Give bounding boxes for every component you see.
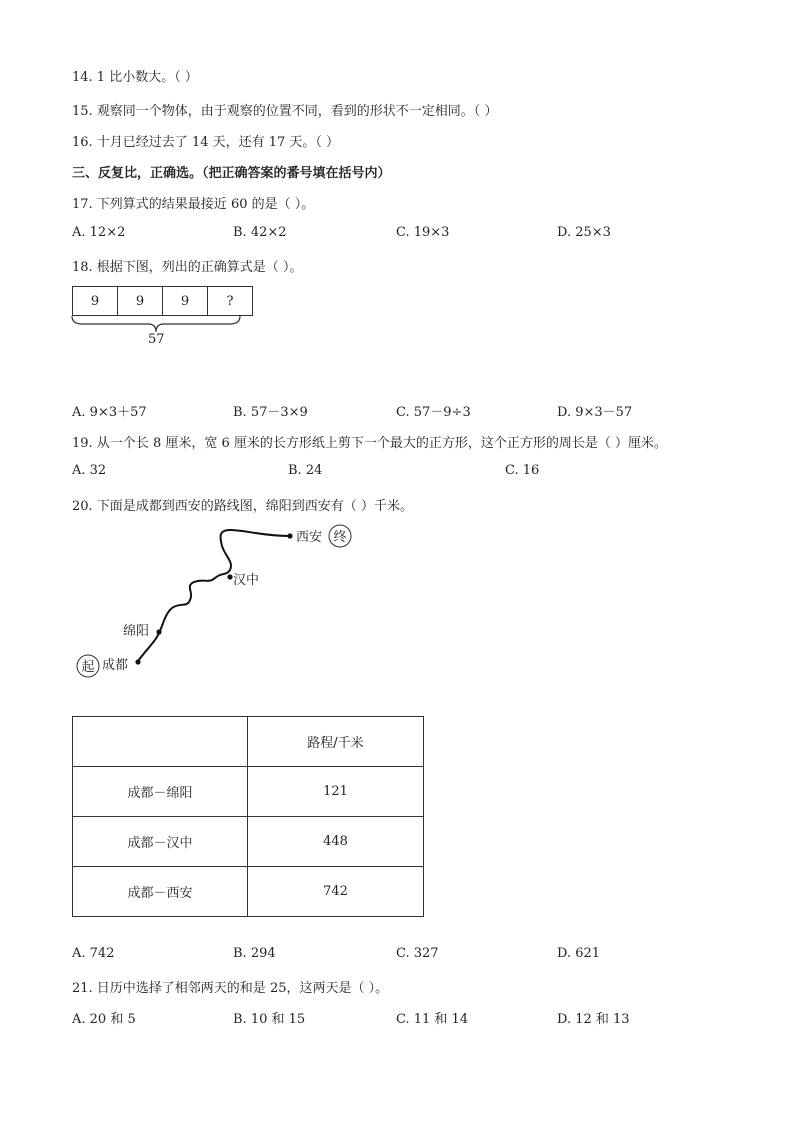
- table-row: [73, 867, 424, 917]
- q18-box: 9: [117, 286, 163, 316]
- q19-option-c: C. 16: [505, 463, 540, 478]
- table-header-cell: 路程/千米: [248, 717, 424, 767]
- section-3-heading: 三、反复比，正确选。（把正确答案的番号填在括号内）: [72, 166, 391, 181]
- mianyang-point: [156, 629, 161, 634]
- distance-cell: 121: [248, 767, 424, 817]
- question-18: 18. 根据下图，列出的正确算式是（ ）。: [72, 260, 303, 275]
- q19-option-a: A. 32: [72, 463, 107, 478]
- q17-option-c: C. 19×3: [396, 225, 450, 240]
- question-20: 20. 下面是成都到西安的路线图，绵阳到西安有（ ）千米。: [72, 499, 413, 514]
- q18-box: 9: [72, 286, 118, 316]
- route-name-cell: 成都－汉中: [73, 817, 248, 867]
- route-name-cell: 成都－西安: [73, 867, 248, 917]
- q21-option-b: B. 10 和 15: [233, 1012, 306, 1027]
- question-19: 19. 从一个长 8 厘米，宽 6 厘米的长方形纸上剪下一个最大的正方形，这个正方形的周长是（ ）厘米。: [72, 436, 668, 451]
- q17-option-a: A. 12×2: [72, 225, 126, 240]
- q17-option-b: B. 42×2: [233, 225, 287, 240]
- table-header-cell: [73, 717, 248, 767]
- q21-option-c: C. 11 和 14: [396, 1012, 469, 1027]
- q18-brace: [70, 314, 245, 334]
- start-label: 起: [81, 660, 95, 675]
- distance-table: [72, 716, 424, 917]
- table-row: [73, 767, 424, 817]
- table-row: [73, 817, 424, 867]
- distance-cell: 448: [248, 817, 424, 867]
- table-header-row: [73, 717, 424, 767]
- q17-option-d: D. 25×3: [557, 225, 611, 240]
- q18-box: ?: [207, 286, 253, 316]
- q20-option-d: D. 621: [557, 946, 601, 961]
- q18-option-a: A. 9×3＋57: [72, 405, 147, 420]
- end-label: 终: [333, 530, 347, 545]
- hanzhong-label: 汉中: [233, 573, 260, 588]
- route-line: [138, 530, 290, 661]
- hanzhong-point: [227, 574, 232, 579]
- chengdu-label: 成都: [102, 658, 129, 673]
- q20-option-a: A. 742: [72, 946, 115, 961]
- q18-number-boxes: [72, 286, 253, 316]
- question-15: 15. 观察同一个物体，由于观察的位置不同，看到的形状不一定相同。（ ）: [72, 104, 498, 119]
- xian-point: [287, 533, 292, 538]
- q21-option-a: A. 20 和 5: [72, 1012, 136, 1027]
- question-16: 16. 十月已经过去了 14 天，还有 17 天。（ ）: [72, 135, 340, 150]
- question-21: 21. 日历中选择了相邻两天的和是 25，这两天是（ ）。: [72, 981, 389, 996]
- q19-option-b: B. 24: [288, 463, 323, 478]
- q18-option-d: D. 9×3－57: [557, 405, 633, 420]
- q21-option-d: D. 12 和 13: [557, 1012, 630, 1027]
- xian-label: 西安: [296, 530, 323, 545]
- chengdu-point: [135, 659, 140, 664]
- route-name-cell: 成都－绵阳: [73, 767, 248, 817]
- q18-option-c: C. 57－9÷3: [396, 405, 471, 420]
- q18-option-b: B. 57－3×9: [233, 405, 308, 420]
- q18-box: 9: [162, 286, 208, 316]
- mianyang-label: 绵阳: [123, 624, 150, 639]
- q20-option-c: C. 327: [396, 946, 439, 961]
- distance-cell: 742: [248, 867, 424, 917]
- route-map: [70, 520, 370, 690]
- question-17: 17. 下列算式的结果最接近 60 的是（ ）。: [72, 197, 315, 212]
- q20-option-b: B. 294: [233, 946, 276, 961]
- question-14: 14. 1 比小数大。（ ）: [72, 70, 198, 85]
- q18-total-label: 57: [148, 332, 165, 347]
